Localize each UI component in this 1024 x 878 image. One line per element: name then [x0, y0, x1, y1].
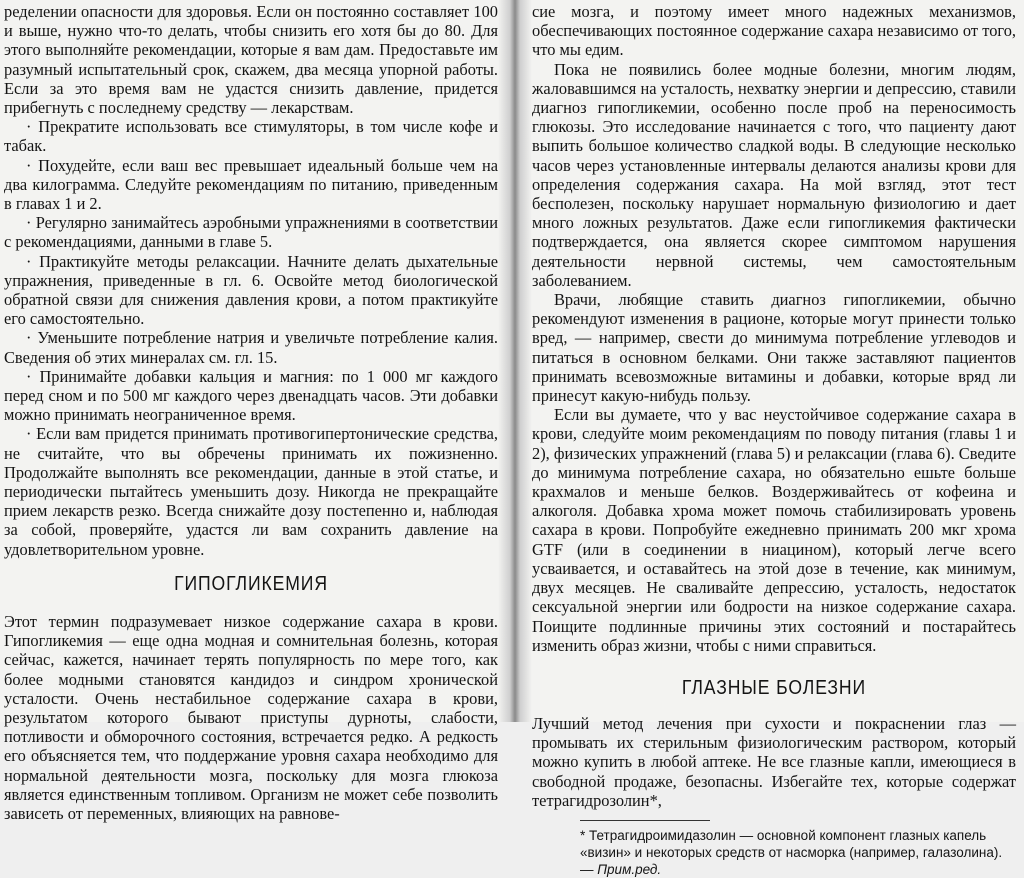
paragraph: Если вы думаете, что у вас неустойчивое содержание сахара в крови, следуйте моим рекомендациям по поводу питания (главы 1 и 2), физических упражнений (глава 5) и релаксации (глава 6). Сведите до минимума потребление сахара, но обязательно ешьте больше крахмалов и меньше белков. Воздерживайтесь от кофеина и алкоголя. Добавка хрома может помочь стабилизировать уровень сахара в крови. Попробуйте ежедневно принимать 200 мкг хрома GTF (или в соединении в ниацином), который легче всего усваивается, и оставайтесь на этой дозе в течение, как минимум, двух месяцев. Не сваливайте депрессию, усталость, недостаток сексуальной энергии или бодрости на низкое содержание сахара. Поищите подлинные причины этих состояний и постарайтесь изменить образ жизни, чтобы с ними справиться.	[532, 405, 1016, 655]
paragraph: Пока не появились более модные болезни, многим людям, жаловавшимся на усталость, нехватку энергии и депрессию, ставили диагноз гипогликемии, особенно после проб на переносимость глюкозы. Это исследование начинается с того, что пациенту дают выпить большое количество сладкой воды. В следующие несколько часов через установленные интервалы делаются анализы крови для определения содержания сахара. На мой взгляд, этот тест бесполезен, поскольку нарушает нормальную физиологию и дает много ложных результатов. Даже если гипогликемия фактически подтверждается, она является скорее симптомом нарушения деятельности нервной системы, чем самостоятельным заболеванием.	[532, 59, 1016, 290]
paragraph: Этот термин подразумевает низкое содержание сахара в крови. Гипогликемия — еще одна модная и сомнительная болезнь, которая сейчас, кажется, начинает терять популярность по мере того, как более модными становятся кандидоз и синдром хронической усталости. Очень нестабильное содержание сахара в крови, результатом которого бывают приступы дурноты, слабости, потливости и обморочного состояния, встречается редко. А редкость его объясняется тем, что поддержание уровня сахара необходимо для нормальной деятельности мозга, поскольку для мозга глюкоза является единственным топливом. Организм не может себе позволить зависеть от переменных, влияющих на равнове-	[4, 611, 498, 823]
footnote-divider	[580, 820, 710, 821]
list-item: · Принимайте добавки кальция и магния: по 1 000 мг каждого перед сном и по 500 мг каждого через двенадцать часов. Эти добавки можно принимать неограниченное время.	[4, 366, 498, 425]
right-page	[520, 0, 1024, 877]
section-heading-hypoglycemia: ГИПОГЛИКЕМИЯ	[174, 572, 328, 595]
paragraph: сие мозга, и поэтому имеет много надежных механизмов, обеспечивающих постоянное содержание сахара независимо от того, что мы едим.	[532, 2, 1016, 60]
list-item: · Уменьшите потребление натрия и увеличьте потребление калия. Сведения об этих минералах см. гл. 15.	[4, 328, 498, 367]
book-gutter	[498, 0, 532, 722]
list-item: · Если вам придется принимать противогипертонические средства, не считайте, что вы обречены принимать их пожизненно. Продолжайте выполнять все рекомендации, данные в этой статье, и периодически пытайтесь уменьшить дозу. Никогда не прекращайте прием лекарств резко. Всегда снижайте дозу постепенно и, наблюдая за собой, проверяйте, удастся ли вам сохранить давление на удовлетворительном уровне.	[4, 424, 498, 559]
left-page	[0, 0, 508, 823]
list-item: · Регулярно занимайтесь аэробными упражнениями в соответствии с рекомендациями, данными в главе 5.	[4, 213, 498, 252]
editor-note: Прим.ред.	[597, 861, 662, 877]
paragraph: Врачи, любящие ставить диагноз гипогликемии, обычно рекомендуют изменения в рационе, которые могут принести только вред, — например, свести до минимума потребление углеводов и питаться в основном белками. Они также заставляют пациентов принимать всевозможные витамины и добавки, которые вряд ли принесут какую-нибудь пользу.	[532, 290, 1016, 406]
paragraph: ределении опасности для здоровья. Если он постоянно составляет 100 и выше, нужно что-то делать, чтобы снизить его хотя бы до 80. Для этого выполняйте рекомендации, которые я вам дам. Предоставьте им разумный испытательный срок, скажем, два месяца упорной работы. Если за это время вам не удастся снизить давление, придется прибегнуть с последнему средству — лекарствам.	[4, 2, 498, 118]
paragraph: Лучший метод лечения при сухости и покраснении глаз — промывать их стерильным физиологическим раствором, который можно купить в любой аптеке. Не все глазные капли, имеющиеся в свободной продаже, безопасны. Избегайте тех, которые содержат тетрагидрозолин*,	[532, 713, 1016, 810]
footnote-text: * Тетрагидроимидазолин — основной компонент глазных капель «визин» и некоторых средств от насморка (например, галазолина). —	[580, 827, 1003, 877]
list-item: · Прекратите использовать все стимуляторы, в том числе кофе и табак.	[4, 117, 498, 156]
list-item: · Похудейте, если ваш вес превышает идеальный больше чем на два килограмма. Следуйте рекомендациям по питанию, приведенным в главах 1 и 2.	[4, 155, 498, 214]
section-heading-eye-diseases: ГЛАЗНЫЕ БОЛЕЗНИ	[681, 676, 867, 699]
list-item: · Практикуйте методы релаксации. Начните делать дыхательные упражнения, приведенные в гл. 6. Освойте метод биологической обратной связи для снижения давления крови, а потом практикуйте его самостоятельно.	[4, 251, 498, 329]
footnote	[580, 827, 1016, 878]
